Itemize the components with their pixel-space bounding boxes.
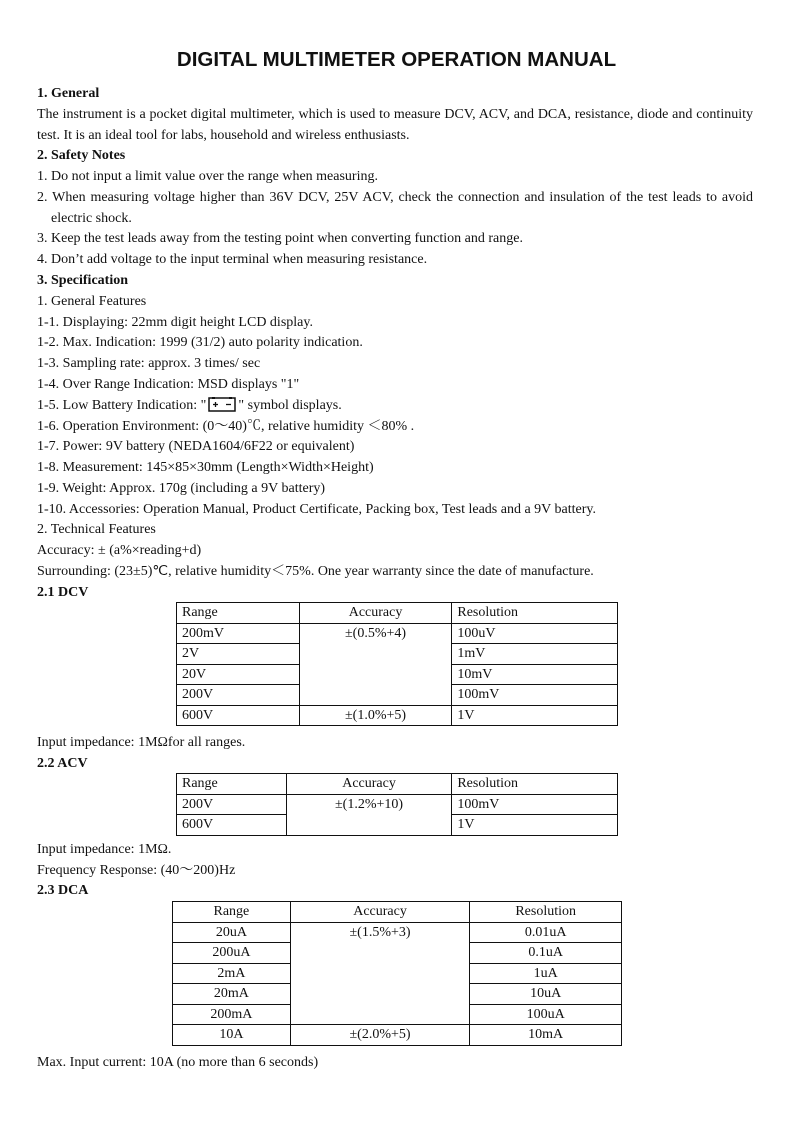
dca-note: Max. Input current: 10A (no more than 6 seconds) (37, 1055, 319, 1070)
resolution-cell: 100uA (470, 1004, 622, 1025)
resolution-cell: 1mV (452, 644, 618, 665)
feature-1-5-post: " symbol displays. (238, 398, 342, 413)
safety-item-4: 4. Don’t add voltage to the input terminal when measuring resistance. (37, 252, 428, 267)
range-cell: 200mA (173, 1004, 291, 1025)
surrounding-conditions: Surrounding: (23±5)℃, relative humidity＜75%. One year warranty since the date of manufacture. (37, 564, 594, 579)
feature-1-2: 1-2. Max. Indication: 1999 (31/2) auto polarity indication. (37, 335, 363, 350)
header-accuracy: Accuracy (290, 902, 470, 923)
table-row (173, 1025, 622, 1046)
table-row (177, 794, 618, 815)
range-cell: 200V (177, 794, 287, 815)
header-accuracy: Accuracy (286, 774, 452, 795)
accuracy-cell: ±(0.5%+4) (299, 623, 452, 705)
range-cell: 20V (177, 664, 300, 685)
resolution-cell: 1V (452, 705, 618, 726)
resolution-cell: 0.01uA (470, 922, 622, 943)
table-header-row (177, 774, 618, 795)
resolution-cell: 100mV (452, 685, 618, 706)
section-spec-heading: 3. Specification (37, 273, 128, 288)
feature-1-1: 1-1. Displaying: 22mm digit height LCD display. (37, 315, 313, 330)
resolution-cell: 100mV (452, 794, 618, 815)
acv-table (176, 773, 618, 836)
resolution-cell: 100uV (452, 623, 618, 644)
range-cell: 600V (177, 815, 287, 836)
feature-1-6: 1-6. Operation Environment: (0～40)℃, relative humidity ＜80% . (37, 419, 415, 434)
range-cell: 20uA (173, 922, 291, 943)
header-range: Range (173, 902, 291, 923)
range-cell: 2mA (173, 963, 291, 984)
resolution-cell: 1V (452, 815, 618, 836)
resolution-cell: 10mV (452, 664, 618, 685)
page-title: DIGITAL MULTIMETER OPERATION MANUAL (176, 48, 617, 71)
table-row (177, 623, 618, 644)
feature-1-7: 1-7. Power: 9V battery (NEDA1604/6F22 or equivalent) (37, 439, 355, 454)
resolution-cell: 10uA (470, 984, 622, 1005)
general-features-heading: 1. General Features (37, 294, 147, 309)
acv-note-impedance: Input impedance: 1MΩ. (37, 842, 172, 857)
range-cell: 200V (177, 685, 300, 706)
section-safety-heading: 2. Safety Notes (37, 148, 126, 163)
dcv-table (176, 602, 618, 726)
table-row (177, 705, 618, 726)
range-cell: 10A (173, 1025, 291, 1046)
resolution-cell: 1uA (470, 963, 622, 984)
range-cell: 2V (177, 644, 300, 665)
header-resolution: Resolution (452, 603, 618, 624)
feature-1-5 (37, 397, 342, 418)
range-cell: 20mA (173, 984, 291, 1005)
technical-features-heading: 2. Technical Features (37, 522, 156, 537)
feature-1-9: 1-9. Weight: Approx. 170g (including a 9V battery) (37, 481, 326, 496)
dca-heading: 2.3 DCA (37, 883, 89, 898)
header-accuracy: Accuracy (299, 603, 452, 624)
feature-1-8: 1-8. Measurement: 145×85×30mm (Length×Width×Height) (37, 460, 374, 475)
accuracy-formula: Accuracy: ± (a%×reading+d) (37, 543, 202, 558)
feature-1-10: 1-10. Accessories: Operation Manual, Product Certificate, Packing box, Test leads and a 9V battery. (37, 502, 597, 517)
header-resolution: Resolution (470, 902, 622, 923)
range-cell: 600V (177, 705, 300, 726)
safety-item-2: 2. When measuring voltage higher than 36V DCV, 25V ACV, check the connection and insulation of the test leads to avoid (37, 190, 753, 205)
feature-1-5-pre: 1-5. Low Battery Indication: " (37, 398, 207, 413)
feature-1-3: 1-3. Sampling rate: approx. 3 times/ sec (37, 356, 261, 371)
general-text-line1: The instrument is a pocket digital multimeter, which is used to measure DCV, ACV, and DCA, resistance, diode and continuity (37, 107, 753, 122)
resolution-cell: 10mA (470, 1025, 622, 1046)
header-resolution: Resolution (452, 774, 618, 795)
dca-table (172, 901, 622, 1046)
range-cell: 200uA (173, 943, 291, 964)
accuracy-cell: ±(1.2%+10) (286, 794, 452, 835)
accuracy-cell: ±(1.5%+3) (290, 922, 470, 1025)
resolution-cell: 0.1uA (470, 943, 622, 964)
acv-note-frequency: Frequency Response: (40～200)Hz (37, 863, 236, 878)
table-header-row (173, 902, 622, 923)
accuracy-cell: ±(1.0%+5) (299, 705, 452, 726)
section-general-heading: 1. General (37, 86, 100, 101)
header-range: Range (177, 774, 287, 795)
range-cell: 200mV (177, 623, 300, 644)
safety-item-3: 3. Keep the test leads away from the testing point when converting function and range. (37, 231, 523, 246)
table-header-row (177, 603, 618, 624)
accuracy-cell: ±(2.0%+5) (290, 1025, 470, 1046)
dcv-heading: 2.1 DCV (37, 585, 89, 600)
header-range: Range (177, 603, 300, 624)
feature-1-4: 1-4. Over Range Indication: MSD displays "1" (37, 377, 300, 392)
general-text-line2: test. It is an ideal tool for labs, household and wireless enthusiasts. (37, 128, 410, 143)
safety-item-2-cont: electric shock. (51, 211, 132, 226)
dcv-note: Input impedance: 1MΩfor all ranges. (37, 735, 246, 750)
battery-icon (208, 397, 236, 418)
acv-heading: 2.2 ACV (37, 756, 88, 771)
table-row (173, 922, 622, 943)
safety-item-1: 1. Do not input a limit value over the range when measuring. (37, 169, 378, 184)
